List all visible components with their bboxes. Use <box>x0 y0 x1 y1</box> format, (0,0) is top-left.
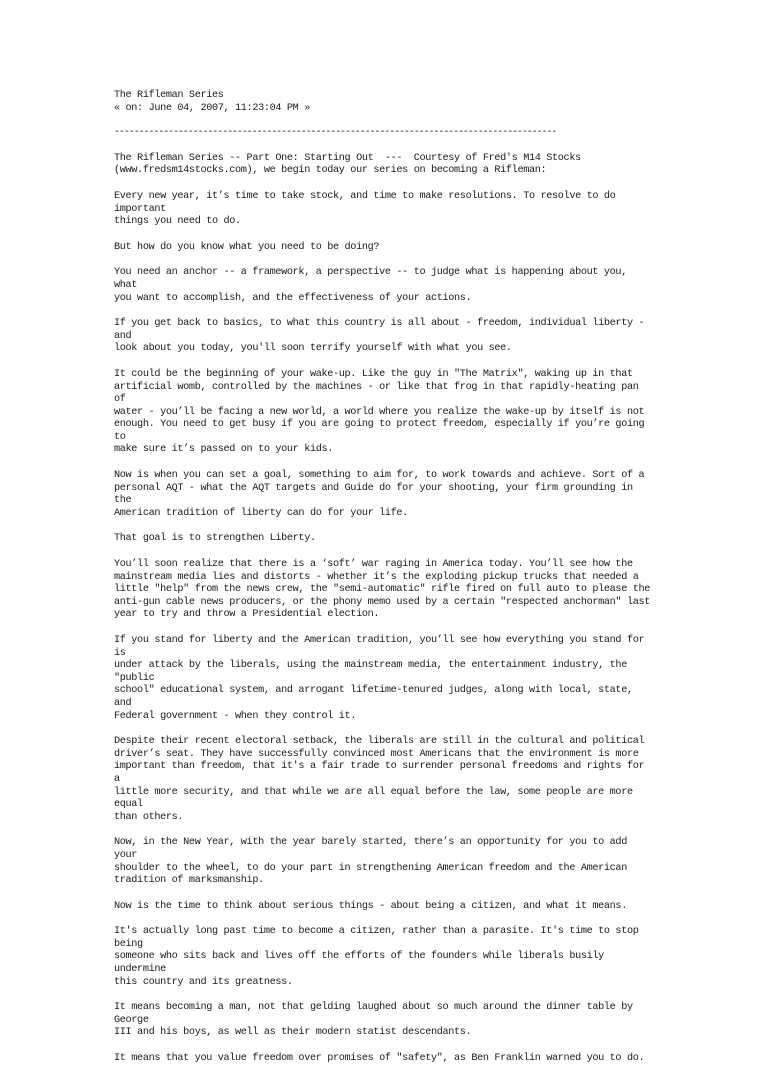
document-page <box>114 90 654 1079</box>
horizontal-rule: ------------------------------------------------------------------------------------------ <box>114 127 557 139</box>
paragraph: You need an anchor -- a framework, a perspective -- to judge what is happening about you, what you want to accomplish, and the effectiveness of your actions. <box>114 267 627 304</box>
paragraph: It means that you value freedom over promises of "safety", as Ben Franklin warned you to do. <box>114 1053 645 1065</box>
intro-line-2: (www.fredsm14stocks.com), we begin today our series on becoming a Rifleman: <box>114 165 547 177</box>
paragraph: Now is the time to think about serious things - about being a citizen, and what it means. <box>114 900 627 912</box>
paragraph: Now is when you can set a goal, something to aim for, to work towards and achieve. Sort of a personal AQT - what the AQT targets and Guide do for your shooting, your firm grounding in the American tradition of liberty can do for your life. <box>114 470 645 519</box>
post-date: « on: June 04, 2007, 11:23:04 PM » <box>114 102 310 114</box>
post-header <box>114 90 654 115</box>
paragraph: Now, in the New Year, with the year barely started, there’s an opportunity for you to add your shoulder to the wheel, to do your part in strengthening American freedom and the American tradition of marksmanship. <box>114 837 627 887</box>
post-title: The Rifleman Series <box>114 90 224 101</box>
paragraph: If you get back to basics, to what this country is all about - freedom, individual liberty - and look about you today, you'll soon terrify yourself with what you see. <box>114 318 645 355</box>
paragraph: Every new year, it’s time to take stock, and time to make resolutions. To resolve to do important things you need to do. <box>114 190 616 228</box>
intro-block <box>114 153 654 178</box>
paragraph: If you stand for liberty and the American tradition, you’ll see how everything you stand for is under attack by the liberals, using the mainstream media, the entertainment industry, the "public school" educational system, and arrogant lifetime-tenured judges, along with local, state, and Federal government - when they control it. <box>114 635 645 722</box>
paragraph: But how do you know what you need to be doing? <box>114 241 380 253</box>
paragraph: It means becoming a man, not that gelding laughed about so much around the dinner table by George III and his boys, as well as their modern statist descendants. <box>114 1002 633 1039</box>
intro-line-1: The Rifleman Series -- Part One: Starting Out --- Courtesy of Fred's M14 Stocks <box>114 152 581 164</box>
paragraph: It could be the beginning of your wake-up. Like the guy in "The Matrix", waking up in that artificial womb, controlled by the machines - or like that frog in that rapidly-heating pan of water - you’ll be facing a new world, a world where you realize the wake-up by itself is not enough. You need to get busy if you are going to protect freedom, especially if you’re going to make sure it’s passed on to your kids. <box>114 368 645 456</box>
paragraph: That goal is to strengthen Liberty. <box>114 533 316 545</box>
paragraph: It's actually long past time to become a citizen, rather than a parasite. It's time to stop being someone who sits back and lives off the efforts of the founders while liberals busily undermine this country and its greatness. <box>114 926 639 988</box>
paragraph: You’ll soon realize that there is a ‘soft’ war raging in America today. You’ll see how the mainstream media lies and distorts - whether it’s the exploding pickup trucks that needed a little "help" from the news crew, the "semi-automatic" rifle fired on full auto to please the anti-gun cable news producers, or the phony memo used by a certain "respected anchorman" last year to try and throw a Presidential election. <box>114 559 651 621</box>
paragraph: Despite their recent electoral setback, the liberals are still in the cultural and political driver’s seat. They have successfully convinced most Americans that the environment is more important than freedom, that it's a fair trade to surrender personal freedoms and rights for a little more security, and that while we are all equal before the law, some people are more equal than others. <box>114 736 645 823</box>
